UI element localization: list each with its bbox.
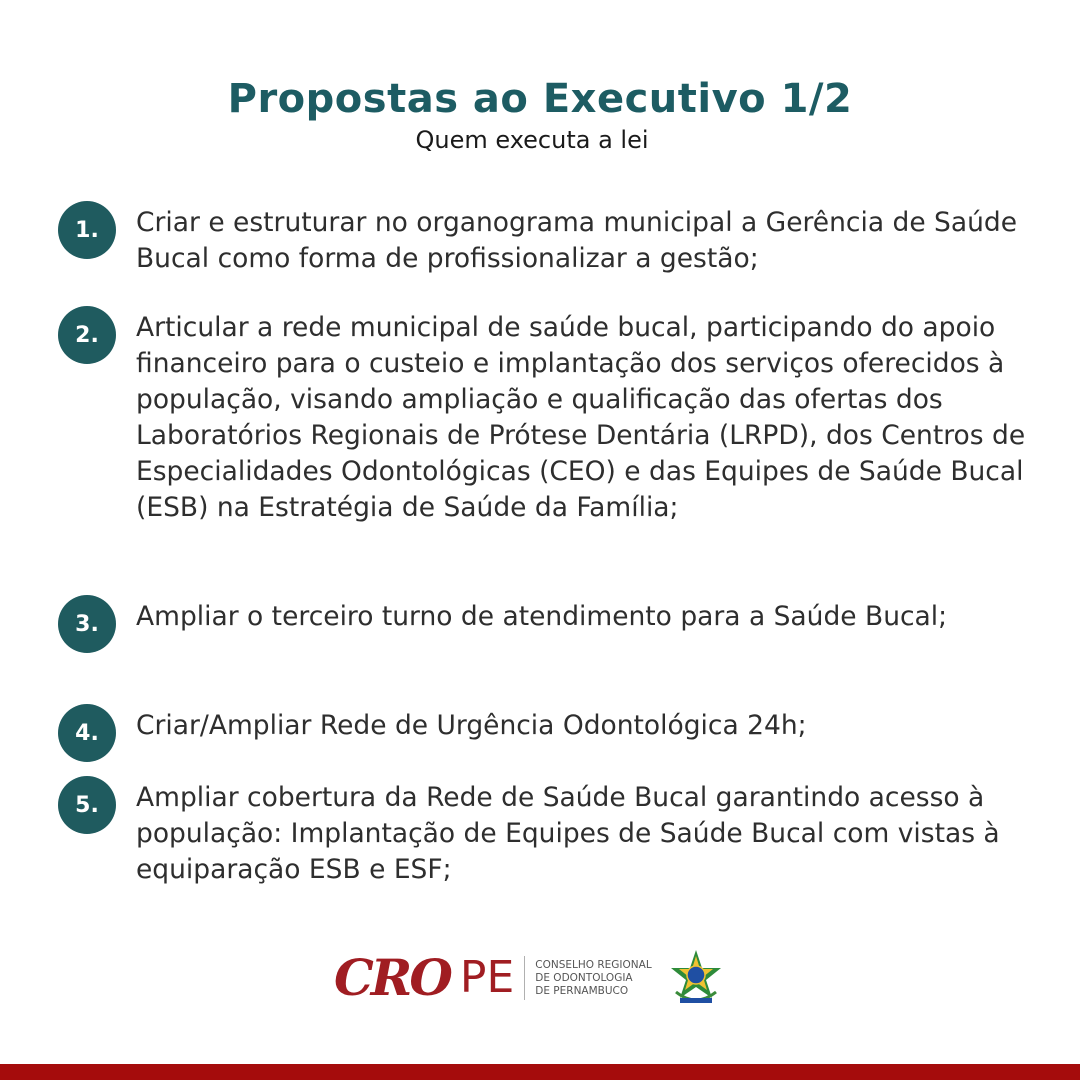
brazil-coat-of-arms-icon bbox=[666, 948, 726, 1008]
item-number-badge: 4. bbox=[58, 704, 116, 762]
org-name-line: DE PERNAMBUCO bbox=[535, 984, 629, 997]
page-title: Propostas ao Executivo 1/2 bbox=[227, 76, 853, 122]
org-name-line: CONSELHO REGIONAL bbox=[535, 958, 652, 971]
item-text: Ampliar cobertura da Rede de Saúde Bucal garantindo acesso à população: Implantação de Equipes de Saúde Bucal com vistas à equiparação ESB e ESF; bbox=[136, 782, 1000, 885]
organization-name bbox=[535, 959, 651, 998]
item-number-badge: 3. bbox=[58, 595, 116, 653]
cro-logo-mark: CRO bbox=[334, 948, 450, 1007]
cro-pe-logo bbox=[334, 948, 726, 1008]
logo-divider bbox=[524, 956, 525, 1000]
item-text: Criar e estruturar no organograma municipal a Gerência de Saúde Bucal como forma de profissionalizar a gestão; bbox=[136, 207, 1018, 274]
logo-state: PE bbox=[459, 952, 515, 1003]
item-number-badge: 2. bbox=[58, 306, 116, 364]
bottom-color-bar bbox=[0, 1064, 1080, 1080]
item-number-badge: 1. bbox=[58, 201, 116, 259]
page-subtitle: Quem executa a lei bbox=[415, 126, 649, 154]
item-number-badge: 5. bbox=[58, 776, 116, 834]
item-text: Articular a rede municipal de saúde bucal, participando do apoio financeiro para o custeio e implantação dos serviços oferecidos à população, visando ampliação e qualificação das ofertas dos Laboratórios Regionais de Prótese Dentária (LRPD), dos Centros de Especialidades Odontológicas (CEO) e das Equipes de Saúde Bucal (ESB) na Estratégia de Saúde da Família; bbox=[136, 312, 1026, 523]
org-name-line: DE ODONTOLOGIA bbox=[535, 971, 633, 984]
item-text: Criar/Ampliar Rede de Urgência Odontológica 24h; bbox=[136, 710, 807, 741]
item-text: Ampliar o terceiro turno de atendimento para a Saúde Bucal; bbox=[136, 601, 948, 632]
